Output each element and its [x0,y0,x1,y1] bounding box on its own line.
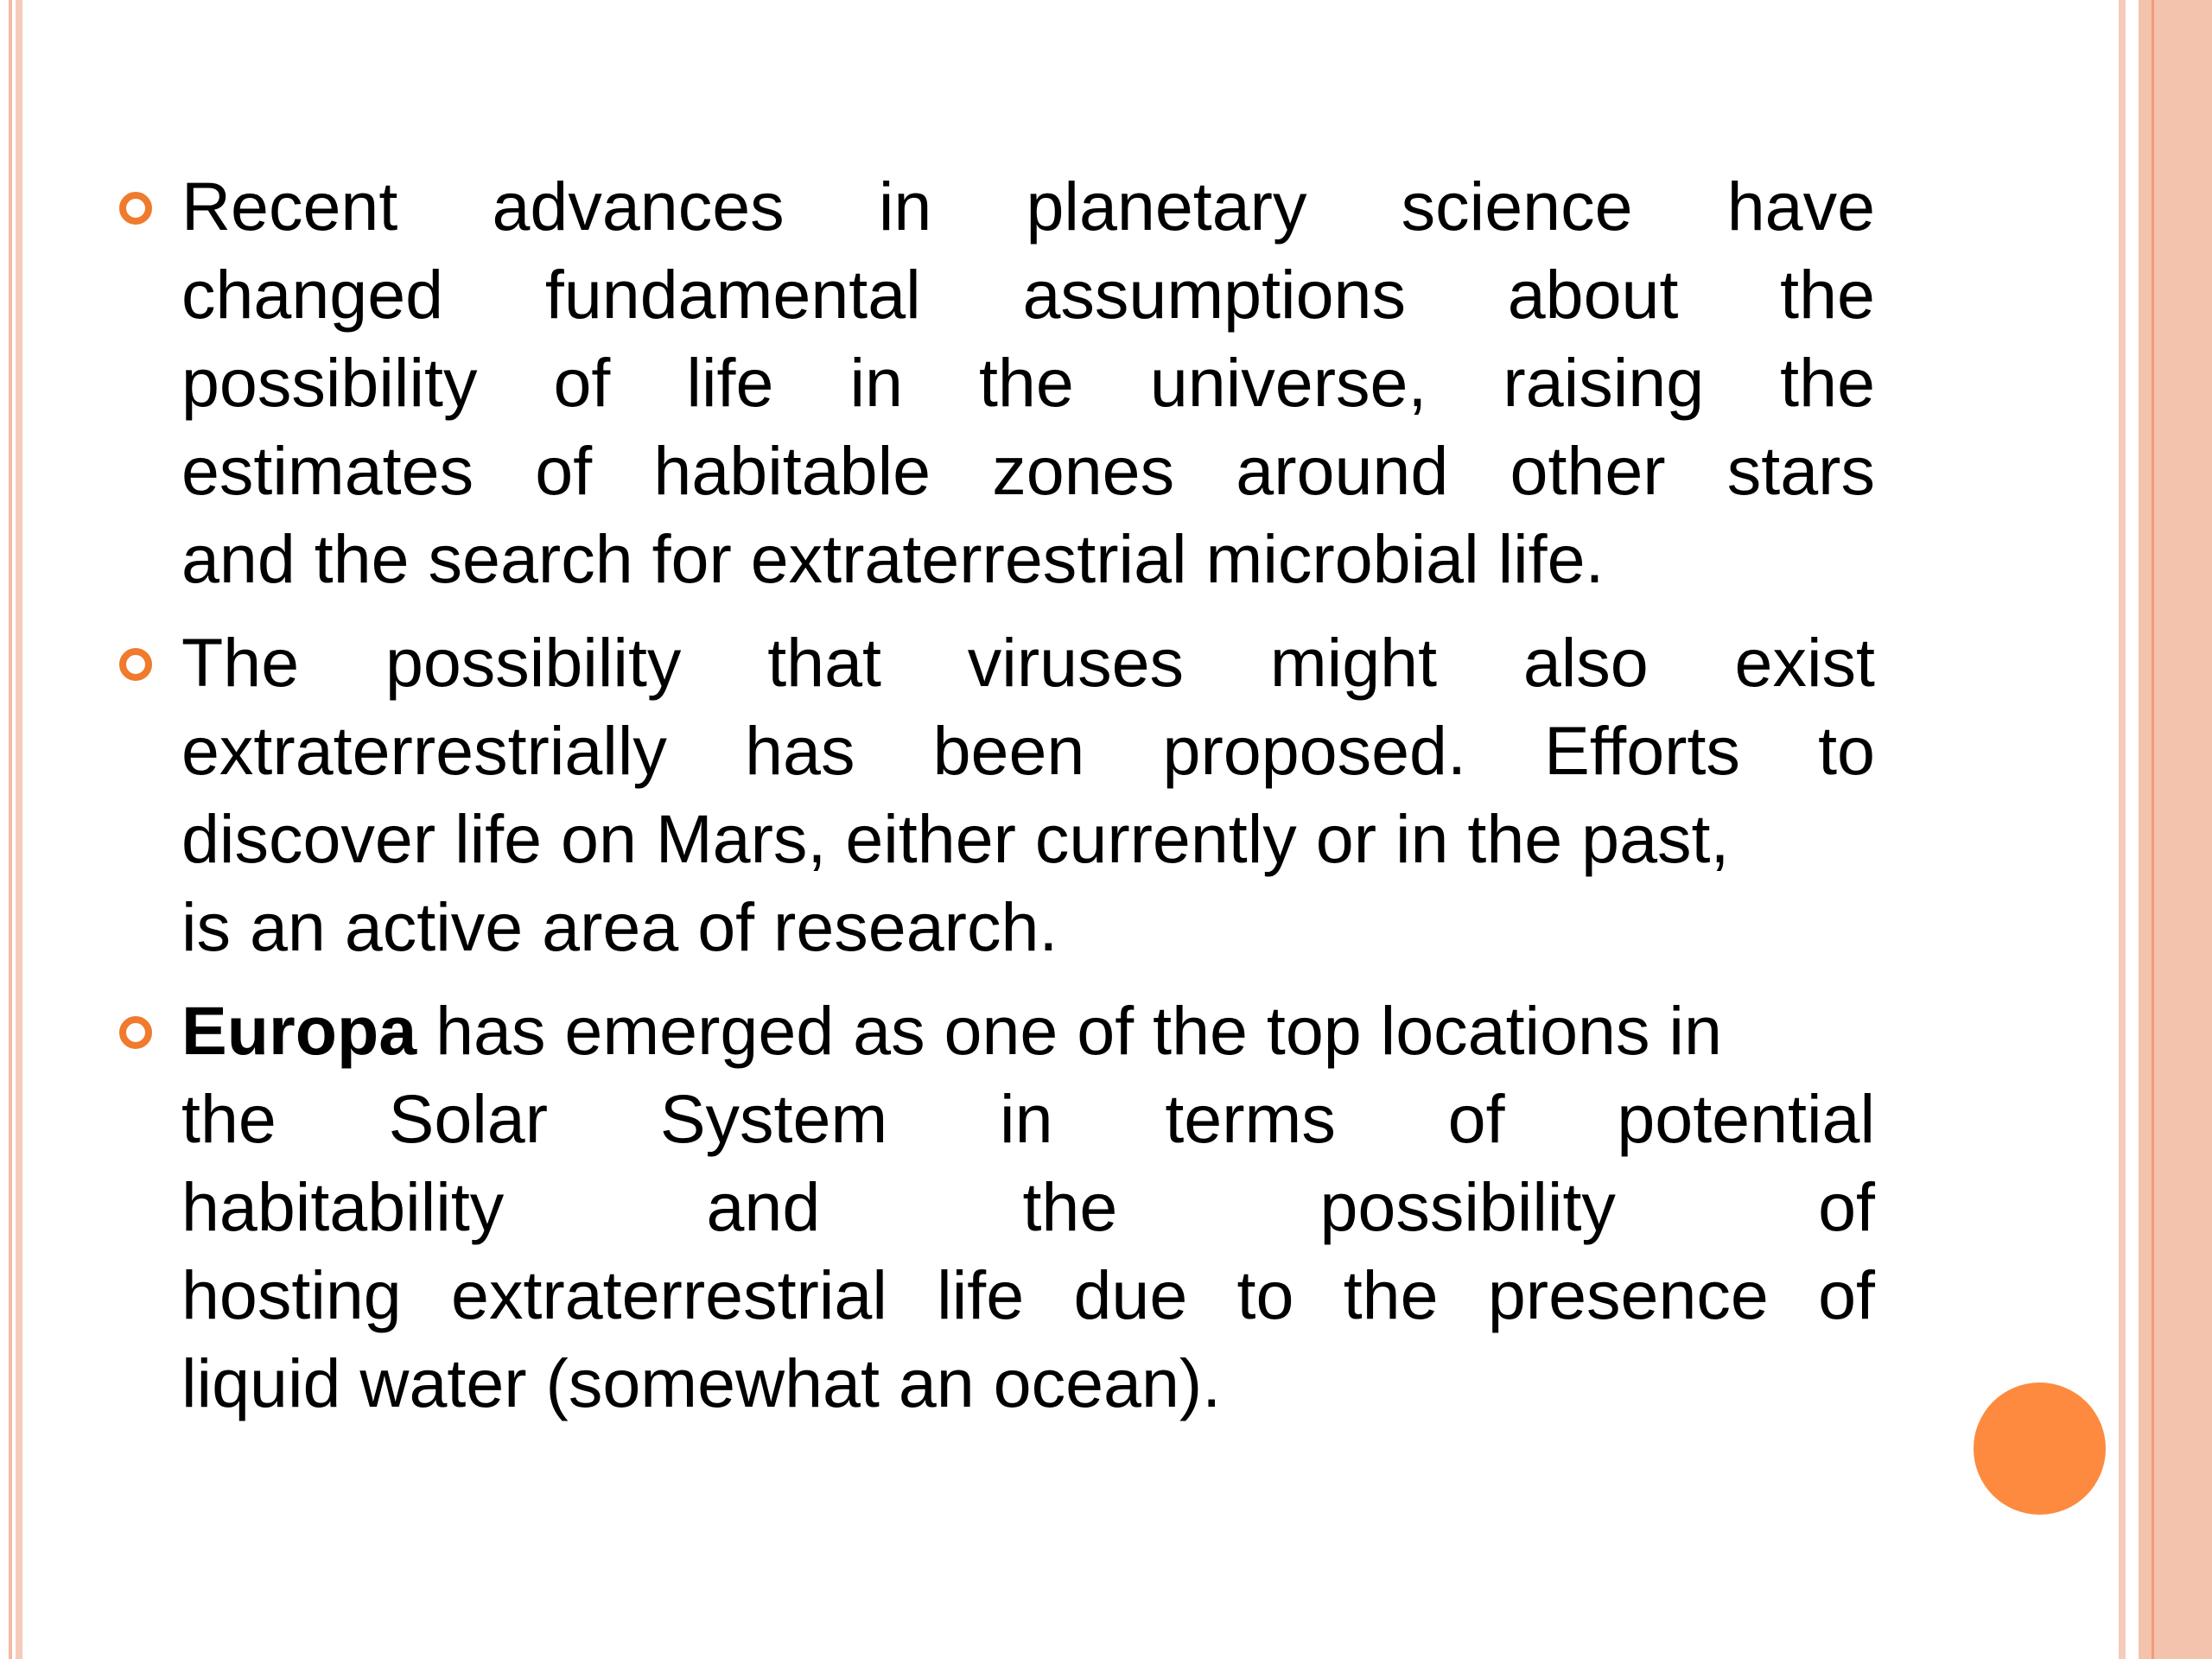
bullet-line: extraterrestrially has been proposed. Efforts to [181,712,1875,789]
bullet-line: discover life on Mars, either currently or in the past, [181,800,1730,877]
right-border-line [2119,0,2126,1659]
left-border-band [16,0,22,1659]
bullet-ring-icon [119,1016,152,1049]
right-border-band [2139,0,2212,1659]
bullet-line: liquid water (somewhat an ocean). [181,1344,1222,1421]
accent-circle [1974,1382,2106,1515]
bullet-line [181,987,1875,1075]
bullet-line: habitability and the possibility of [181,1168,1875,1245]
bullet-ring-icon [119,648,152,681]
bullet-line: changed fundamental assumptions about the [181,256,1875,333]
left-border-line [9,0,12,1659]
bullet-item-europa [112,987,1875,1427]
bullet-line-text: has emerged as one of the top locations in [416,992,1722,1069]
bullet-line: estimates of habitable zones around other stars [181,432,1875,509]
bullet-list [112,162,1875,1443]
bullet-line: the Solar System in terms of potential [181,1080,1875,1157]
bullet-item-planetary-science [112,162,1875,603]
bullet-line: Recent advances in planetary science have [181,168,1875,245]
bullet-line: The possibility that viruses might also exist [181,624,1875,701]
bullet-line: possibility of life in the universe, raising the [181,344,1875,421]
bullet-ring-icon [119,192,152,225]
right-border-accent-line [2152,0,2154,1659]
europa-bold-term: Europa [181,992,417,1069]
bullet-line: is an active area of research. [181,888,1058,965]
bullet-line: and the search for extraterrestrial microbial life. [181,520,1605,597]
bullet-item-viruses [112,619,1875,971]
bullet-line: hosting extraterrestrial life due to the presence of [181,1256,1875,1333]
